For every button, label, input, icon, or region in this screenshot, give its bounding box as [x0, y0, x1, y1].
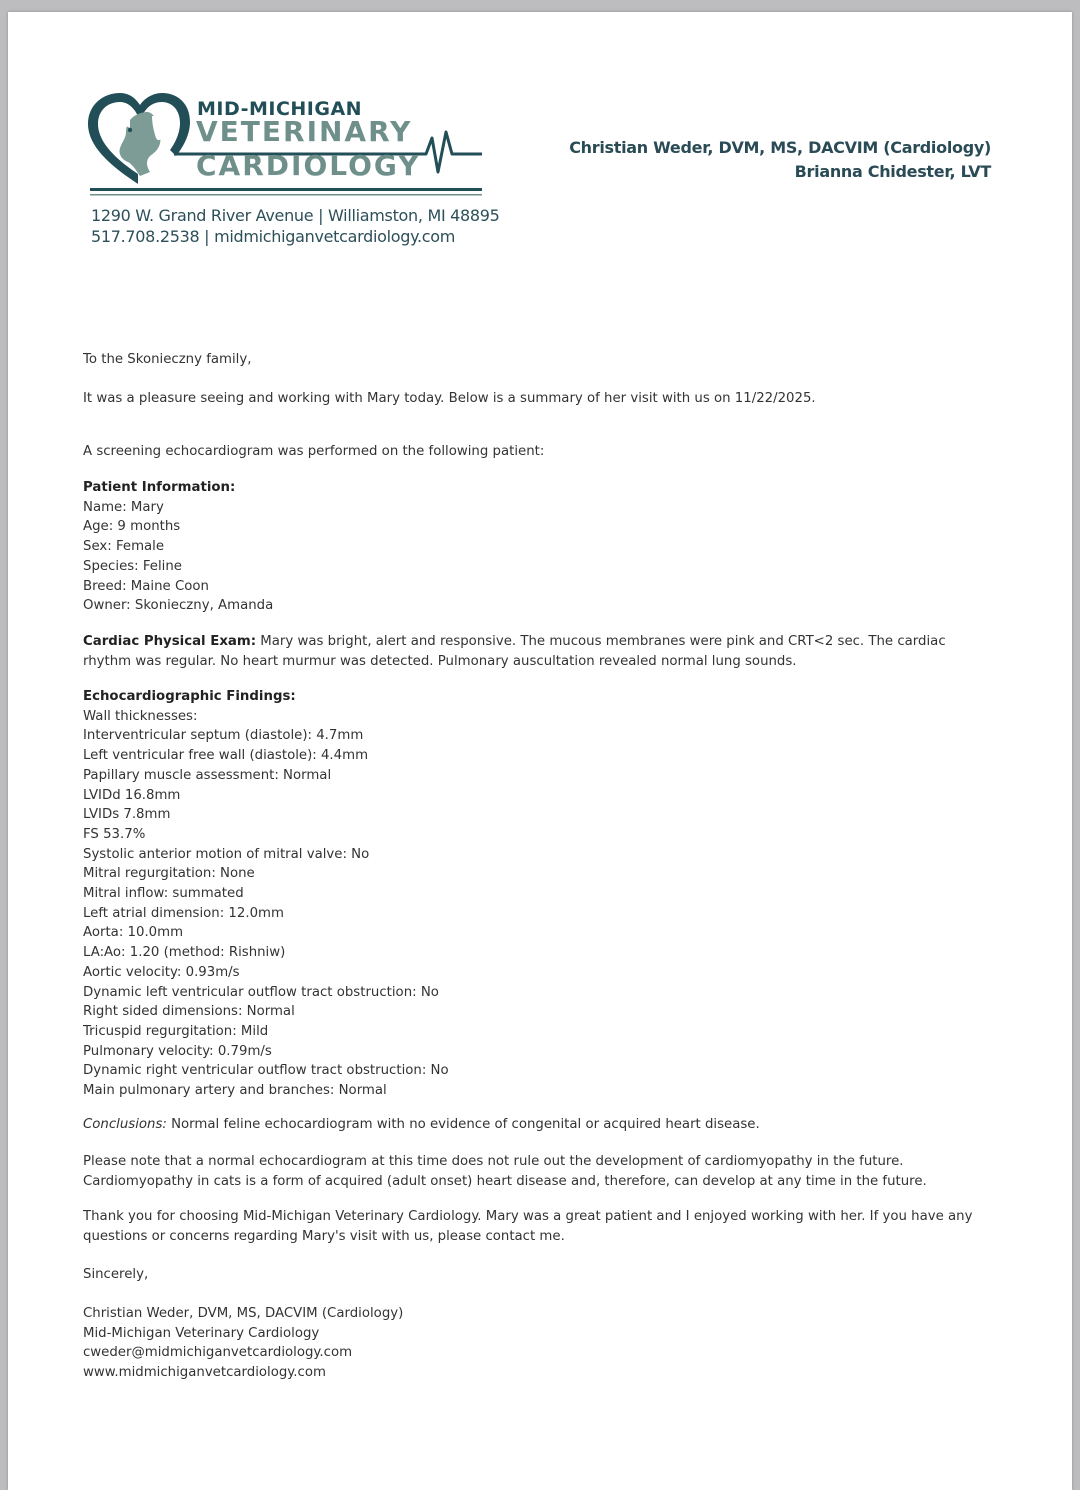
- salutation: To the Skonieczny family,: [83, 352, 252, 367]
- patient-information: [83, 478, 983, 616]
- address-street: 1290 W. Grand River Avenue: [91, 206, 314, 225]
- echocardiographic-findings: [83, 687, 983, 1101]
- signature-email[interactable]: cweder@midmichiganvetcardiology.com: [83, 1345, 353, 1361]
- finding-line: Interventricular septum (diastole): 4.7mm: [83, 728, 364, 744]
- patient-info-line: Sex: Female: [83, 539, 165, 555]
- signature-block: [83, 1304, 983, 1383]
- patient-info-line: Species: Feline: [83, 558, 182, 574]
- contact-separator: |: [204, 227, 210, 246]
- logo-line-veterinary: VETERINARY: [196, 115, 413, 148]
- conclusions-label: Conclusions:: [83, 1117, 167, 1132]
- finding-line: LA:Ao: 1.20 (method: Rishniw): [83, 945, 286, 961]
- address-city: Williamston, MI 48895: [328, 206, 500, 225]
- finding-line: Mitral regurgitation: None: [83, 866, 255, 882]
- finding-line: FS 53.7%: [83, 826, 146, 842]
- finding-line: Papillary muscle assessment: Normal: [83, 767, 332, 783]
- signature-name: Christian Weder, DVM, MS, DACVIM (Cardiology): [83, 1306, 404, 1321]
- clinic-address: [91, 206, 500, 225]
- exam-heading: Cardiac Physical Exam:: [83, 634, 257, 649]
- finding-line: Wall thicknesses:: [83, 708, 198, 724]
- conclusions: [83, 1115, 983, 1135]
- finding-line: Left ventricular free wall (diastole): 4.4mm: [83, 748, 369, 764]
- finding-line: Mitral inflow: summated: [83, 886, 244, 902]
- closing: Sincerely,: [83, 1267, 149, 1282]
- finding-line: LVIDs 7.8mm: [83, 807, 171, 823]
- patient-info-line: Age: 9 months: [83, 519, 181, 535]
- finding-line: Aortic velocity: 0.93m/s: [83, 964, 240, 980]
- doctor-name-1: Christian Weder, DVM, MS, DACVIM (Cardiology): [569, 138, 991, 157]
- finding-line: Main pulmonary artery and branches: Normal: [83, 1083, 387, 1099]
- logo-line-mid-michigan: MID-MICHIGAN: [197, 98, 363, 120]
- exam-text-1: Mary was bright, alert and responsive. The mucous membranes were pink and CRT<2 sec. The cardiac: [256, 634, 946, 649]
- address-separator: |: [318, 206, 324, 225]
- patient-info-line: Breed: Maine Coon: [83, 578, 209, 594]
- signature-clinic: Mid-Michigan Veterinary Cardiology: [83, 1325, 320, 1341]
- exam-text-2: rhythm was regular. No heart murmur was detected. Pulmonary auscultation revealed normal lung sounds.: [83, 653, 797, 669]
- clinic-phone: 517.708.2538: [91, 227, 200, 246]
- finding-line: Aorta: 10.0mm: [83, 925, 184, 941]
- doctor-names: [569, 136, 991, 184]
- patient-info-heading: Patient Information:: [83, 480, 236, 495]
- finding-line: Dynamic left ventricular outflow tract obstruction: No: [83, 984, 439, 1000]
- note-line-2: Cardiomyopathy in cats is a form of acquired (adult onset) heart disease and, therefore, can develop at any time in the future.: [83, 1173, 927, 1189]
- finding-line: Systolic anterior motion of mitral valve: No: [83, 846, 370, 862]
- finding-line: Dynamic right ventricular outflow tract obstruction: No: [83, 1063, 449, 1079]
- finding-line: Right sided dimensions: Normal: [83, 1004, 295, 1020]
- signature-website[interactable]: www.midmichiganvetcardiology.com: [83, 1365, 326, 1381]
- clinic-website: midmichiganvetcardiology.com: [214, 227, 456, 246]
- conclusions-text: Normal feline echocardiogram with no evidence of congenital or acquired heart disease.: [166, 1117, 760, 1132]
- finding-line: Tricuspid regurgitation: Mild: [83, 1023, 269, 1039]
- heart-cat-dog-logo-icon: [88, 93, 190, 184]
- note-paragraph: [83, 1152, 983, 1191]
- doctor-name-2: Brianna Chidester, LVT: [794, 162, 991, 181]
- thanks-line-1: Thank you for choosing Mid-Michigan Veterinary Cardiology. Mary was a great patient and I enjoyed working with her. If you have any: [83, 1209, 973, 1224]
- intro-paragraph: It was a pleasure seeing and working with Mary today. Below is a summary of her visit with us on 11/22/2025.: [83, 391, 816, 406]
- thanks-paragraph: [83, 1207, 983, 1246]
- finding-line: LVIDd 16.8mm: [83, 787, 181, 803]
- finding-line: Pulmonary velocity: 0.79m/s: [83, 1043, 272, 1059]
- finding-line: Left atrial dimension: 12.0mm: [83, 905, 284, 921]
- patient-info-line: Name: Mary: [83, 499, 164, 515]
- thanks-line-2: questions or concerns regarding Mary's visit with us, please contact me.: [83, 1228, 565, 1244]
- cardiac-physical-exam: [83, 632, 983, 671]
- patient-info-line: Owner: Skonieczny, Amanda: [83, 598, 274, 614]
- note-line-1: Please note that a normal echocardiogram at this time does not rule out the development of cardiomyopathy in the future.: [83, 1154, 904, 1169]
- screening-statement: A screening echocardiogram was performed on the following patient:: [83, 444, 545, 459]
- echo-heading: Echocardiographic Findings:: [83, 689, 296, 704]
- logo-line-cardiology: CARDIOLOGY: [196, 149, 421, 182]
- clinic-contact: [91, 227, 455, 246]
